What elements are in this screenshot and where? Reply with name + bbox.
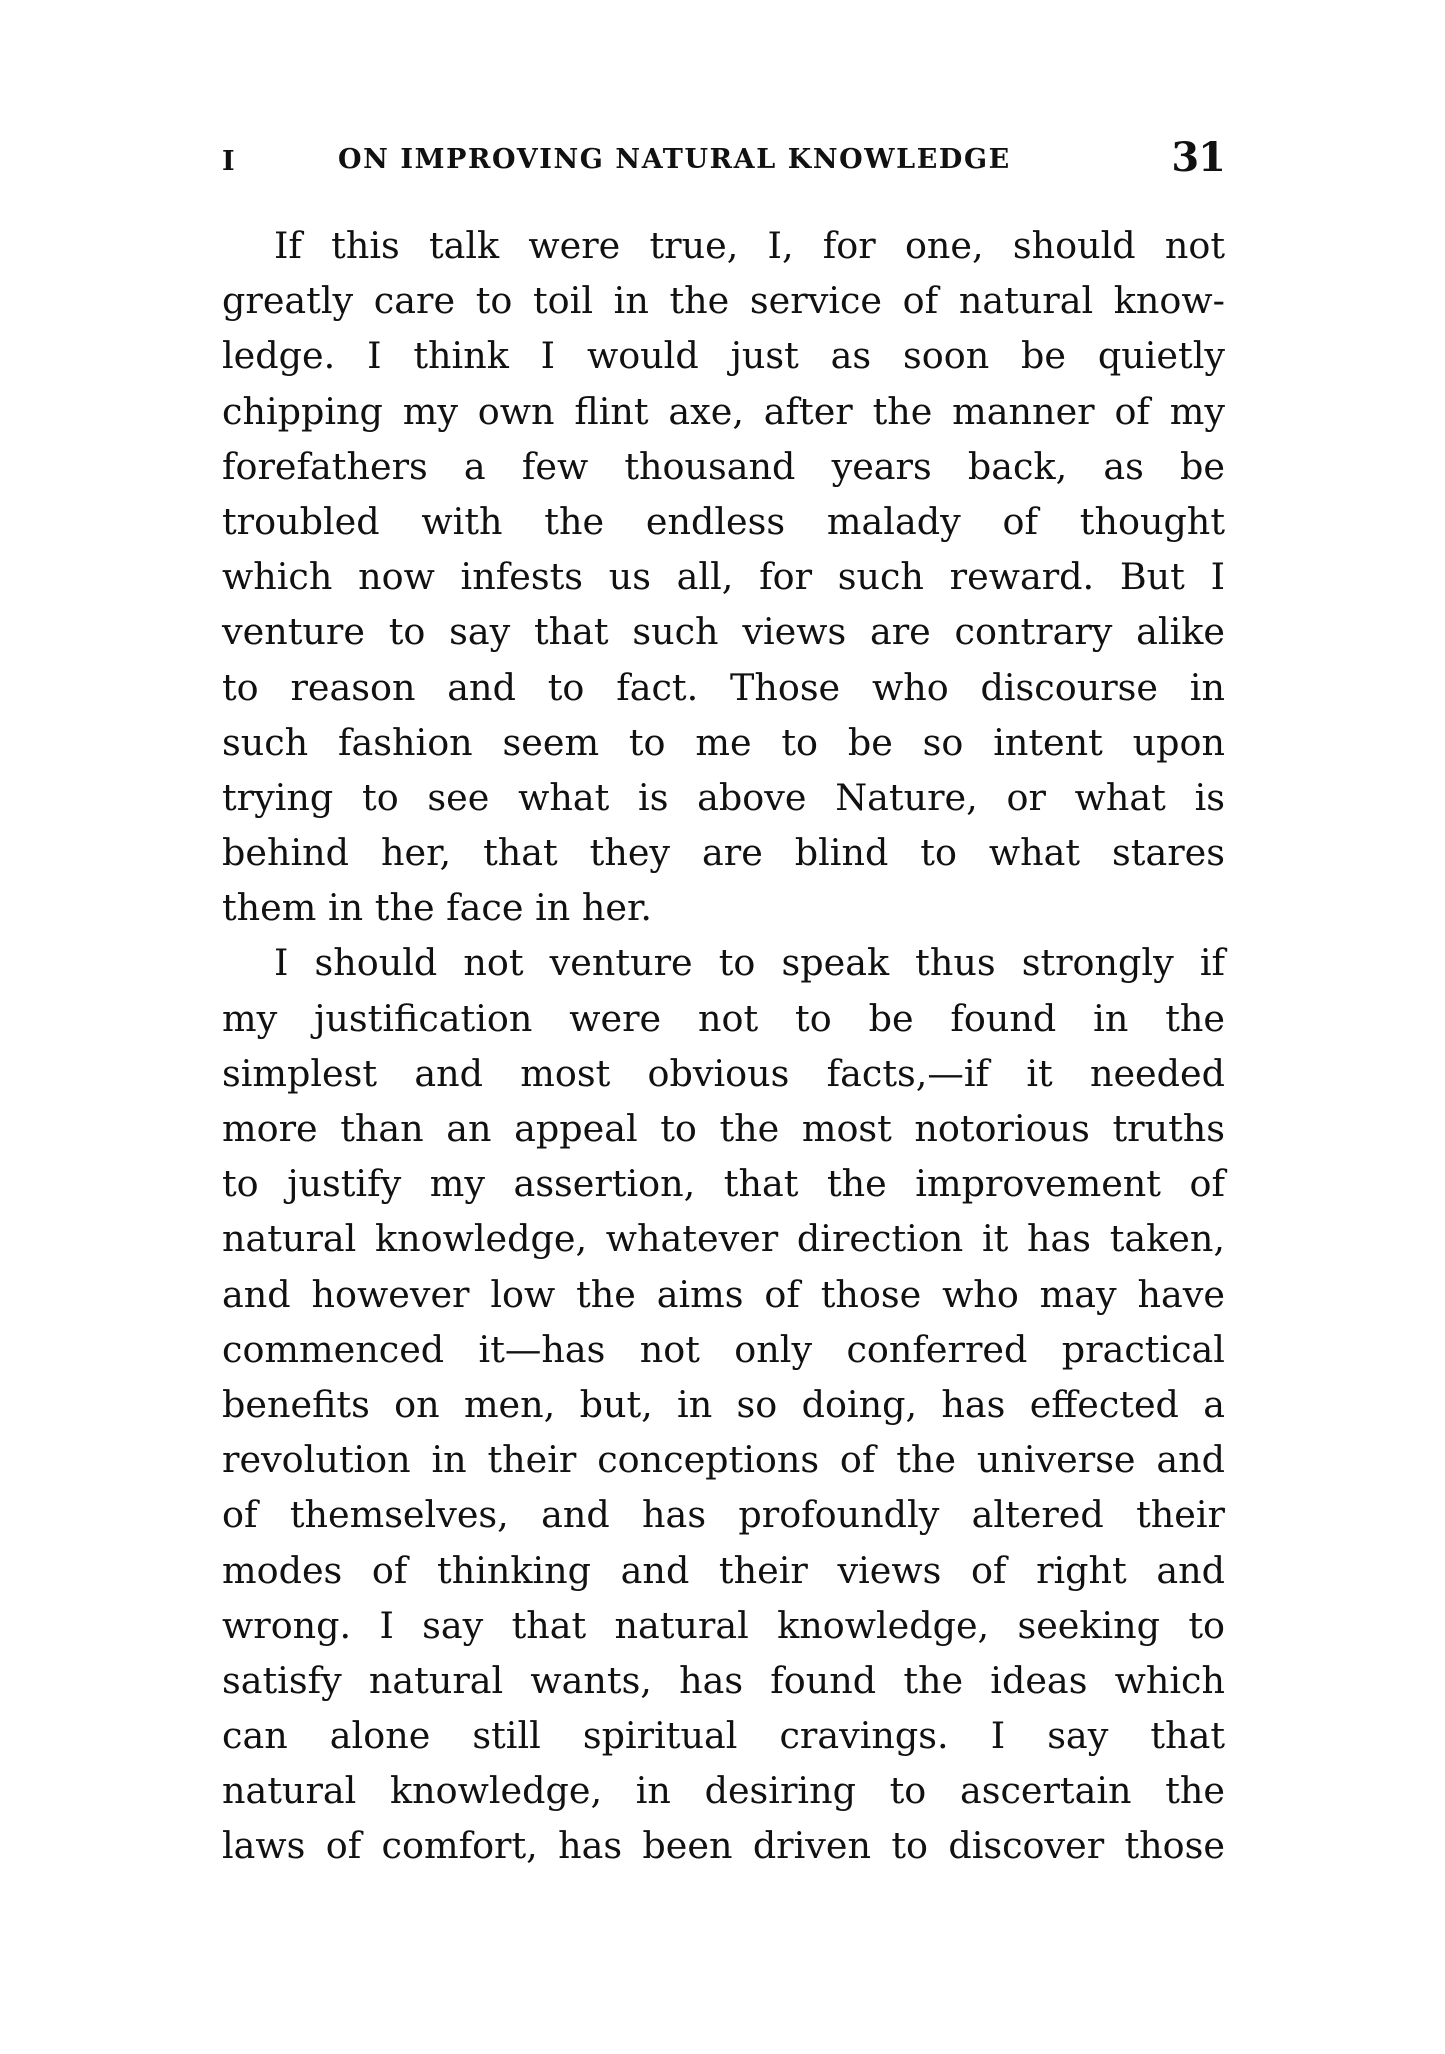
text-line: greatly care to toil in the service of natural know- — [222, 279, 1225, 323]
text-line: trying to see what is above Nature, or what is — [222, 775, 1225, 819]
text-line: I should not venture to speak thus strongly if — [274, 941, 1225, 985]
text-line: revolution in their conceptions of the universe and — [222, 1438, 1225, 1482]
page-number: 31 — [1171, 134, 1225, 181]
text-line: chipping my own flint axe, after the manner of my — [222, 389, 1225, 433]
text-line: If this talk were true, I, for one, should not — [274, 224, 1225, 267]
running-header — [222, 136, 1225, 180]
text-line: troubled with the endless malady of thought — [222, 499, 1225, 543]
text-line: such fashion seem to me to be so intent upon — [222, 720, 1225, 764]
text-line: venture to say that such views are contrary alike — [222, 610, 1225, 654]
text-line: simplest and most obvious facts,—if it needed — [222, 1051, 1225, 1095]
chapter-number: I — [222, 146, 235, 177]
paragraph-2 — [222, 935, 1225, 1873]
text-line: modes of thinking and their views of right and — [222, 1548, 1225, 1592]
body-text — [222, 218, 1225, 1874]
text-line: satisfy natural wants, has found the ideas which — [222, 1658, 1225, 1702]
text-line: ledge. I think I would just as soon be quietly — [222, 334, 1225, 378]
running-title: ON IMPROVING NATURAL KNOWLEDGE — [338, 144, 1011, 175]
text-line: natural knowledge, in desiring to ascertain the — [222, 1769, 1225, 1813]
text-line: commenced it—has not only conferred practical — [222, 1327, 1225, 1371]
text-line: them in the face in her. — [222, 886, 652, 930]
text-line: to justify my assertion, that the improvement of — [222, 1162, 1225, 1206]
text-line: to reason and to fact. Those who discourse in — [222, 665, 1225, 709]
text-line: forefathers a few thousand years back, as be — [222, 444, 1225, 488]
paragraph-1 — [222, 218, 1225, 935]
text-line: can alone still spiritual cravings. I say that — [222, 1714, 1225, 1758]
text-line: of themselves, and has profoundly altered their — [222, 1493, 1225, 1537]
text-line: natural knowledge, whatever direction it has taken, — [222, 1217, 1225, 1261]
text-line: my justification were not to be found in the — [222, 996, 1225, 1040]
text-line: benefits on men, but, in so doing, has effected a — [222, 1382, 1225, 1426]
text-line: behind her, that they are blind to what stares — [222, 831, 1225, 875]
text-line: more than an appeal to the most notorious truths — [222, 1107, 1225, 1150]
text-line: and however low the aims of those who may have — [222, 1272, 1225, 1316]
text-line: laws of comfort, has been driven to discover those — [222, 1824, 1225, 1868]
text-line: which now infests us all, for such reward. But I — [222, 555, 1225, 599]
text-line: wrong. I say that natural knowledge, seeking to — [222, 1603, 1225, 1647]
